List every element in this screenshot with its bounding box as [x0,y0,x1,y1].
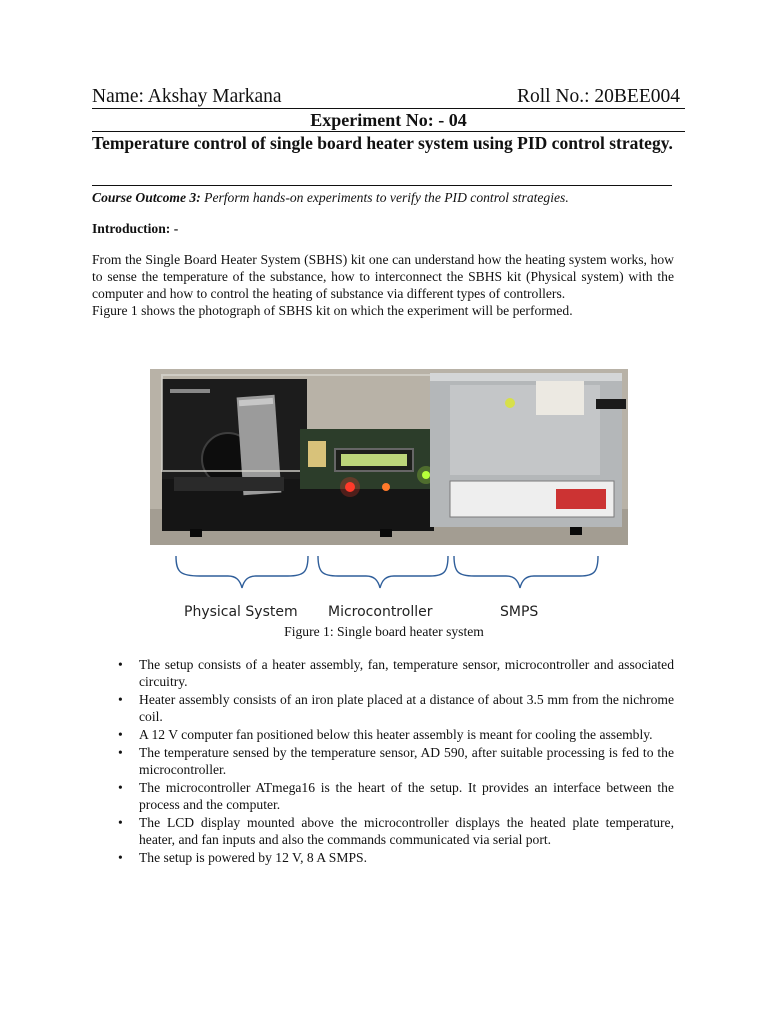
list-item: • Heater assembly consists of an iron plate placed at a distance of about 3.5 mm from the nichrome coil. [118,691,674,725]
bullet-list [118,656,674,867]
introduction-heading: Introduction: - [92,221,179,236]
experiment-title: Temperature control of single board heater system using PID control strategy. [92,133,673,153]
header-rule [92,108,685,109]
label-physical-system: Physical System [184,604,298,620]
section-braces [170,554,610,598]
course-outcome-label: Course Outcome 3: [92,190,201,205]
list-item: • The microcontroller ATmega16 is the heart of the setup. It provides an interface between the process and the computer. [118,779,674,813]
introduction-paragraph-1: From the Single Board Heater System (SBHS) kit one can understand how the heating system works, how to sense the temperature of the substance, how to interconnect the SBHS kit (Physical system) with the computer and how to control the heating of substance via different types of controllers. [92,252,674,301]
list-item: • A 12 V computer fan positioned below this heater assembly is meant for cooling the assembly. [118,726,674,743]
list-item: • The setup consists of a heater assembly, fan, temperature sensor, microcontroller and associated circuitry. [118,656,674,690]
label-smps: SMPS [500,604,539,620]
list-item: • The LCD display mounted above the microcontroller displays the heated plate temperature, heater, and fan inputs and also the commands communicated via serial port. [118,814,674,848]
microcontroller-brace [318,556,448,588]
header-line [92,86,680,108]
student-name: Name: Akshay Markana [92,86,282,107]
physical-system-brace [176,556,308,588]
course-outcome-text: Perform hands-on experiments to verify the PID control strategies. [204,190,569,205]
smps-brace [454,556,598,588]
introduction-body [92,251,674,319]
label-microcontroller: Microcontroller [328,604,433,620]
course-outcome [92,190,682,206]
sbhs-photo [150,369,628,545]
list-item: • The setup is powered by 12 V, 8 A SMPS. [118,849,674,866]
roll-number: Roll No.: 20BEE004 [516,86,680,107]
title-bottom-rule [92,185,672,186]
introduction-paragraph-2: Figure 1 shows the photograph of SBHS kit on which the experiment will be performed. [92,303,573,318]
title-top-rule [92,131,685,132]
figure-caption: Figure 1: Single board heater system [284,624,484,639]
experiment-number: Experiment No: - 04 [310,110,467,130]
sbhs-photo-drawing [150,369,628,545]
list-item: • The temperature sensed by the temperature sensor, AD 590, after suitable processing is fed to the microcontroller. [118,744,674,778]
